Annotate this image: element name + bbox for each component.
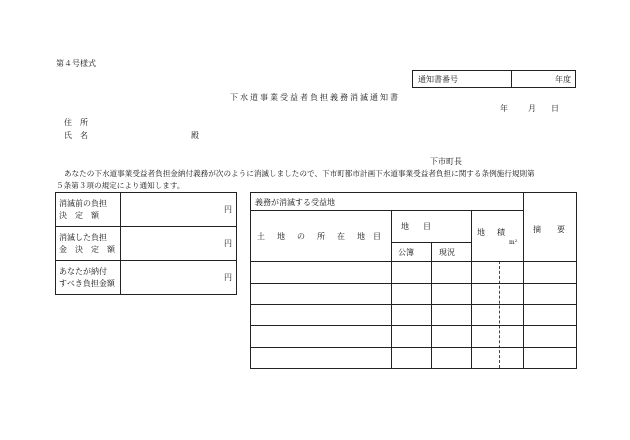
col-land-cat-actual: 現況 [439,248,455,257]
notice-number-divider [511,71,512,87]
honorific: 殿 [191,131,199,140]
left-table-row-divider-1 [56,226,236,227]
notice-number-box [412,70,576,88]
left-row3-label-2: すべき負担金額 [59,279,115,288]
left-row2-label-2: 金 決 定 額 [59,245,115,254]
left-row3-unit: 円 [224,273,232,282]
row-divider-2 [251,304,576,305]
page-title: 下水道事業受益者負担義務消滅通知書 [230,93,400,102]
left-row1-label-2: 決 定 額 [59,211,99,220]
left-row2-label-1: 消滅した負担 [59,233,107,242]
land-cat-col-divider [471,210,472,368]
left-row1-label-1: 消滅前の負担 [59,199,107,208]
remarks-col-divider [523,193,524,368]
area-dashed-divider [499,261,500,368]
row-divider-3 [251,325,576,326]
date-year: 年 [500,104,508,113]
date-month: 月 [528,104,536,113]
location-col-divider [391,210,392,368]
notice-number-label: 通知書番号 [418,75,458,84]
col-area-unit: m² [509,239,518,246]
address-label: 住 所 [64,118,88,127]
left-row2-unit: 円 [224,239,232,248]
right-table [250,192,577,369]
date-day: 日 [551,104,559,113]
col-land-cat-registry: 公簿 [398,248,414,257]
left-table-col-divider [120,193,121,294]
col-location: 土 地 の 所 在 [257,232,347,241]
col-land-category: 地 目 [401,222,434,231]
body-text-line1: あなたの下水道事業受益者負担金納付義務が次のように消滅しましたので、下市町都市計画下水道事業受益者負担に関する条例施行規則第 [64,169,535,178]
land-cat-subheader-divider [391,242,471,243]
notice-year-suffix: 年度 [555,75,571,84]
col-remarks: 摘 要 [533,225,565,234]
col-area: 地 積 [477,228,507,237]
issuer: 下市町長 [430,157,462,166]
left-row1-unit: 円 [224,205,232,214]
column-header-bottom [251,261,576,262]
row-divider-4 [251,347,576,348]
header-divider [251,210,523,211]
right-table-header: 義務が消滅する受益地 [255,198,335,207]
left-row3-label-1: あなたが納付 [59,267,107,276]
form-number: 第４号様式 [56,59,96,68]
row-divider-1 [251,283,576,284]
body-text-line2: ５条第３項の規定により通知します。 [56,181,185,190]
name-label: 氏 名 [64,131,88,140]
left-table [55,192,237,295]
left-table-row-divider-2 [56,260,236,261]
col-location-category: 地 目 [357,232,381,241]
